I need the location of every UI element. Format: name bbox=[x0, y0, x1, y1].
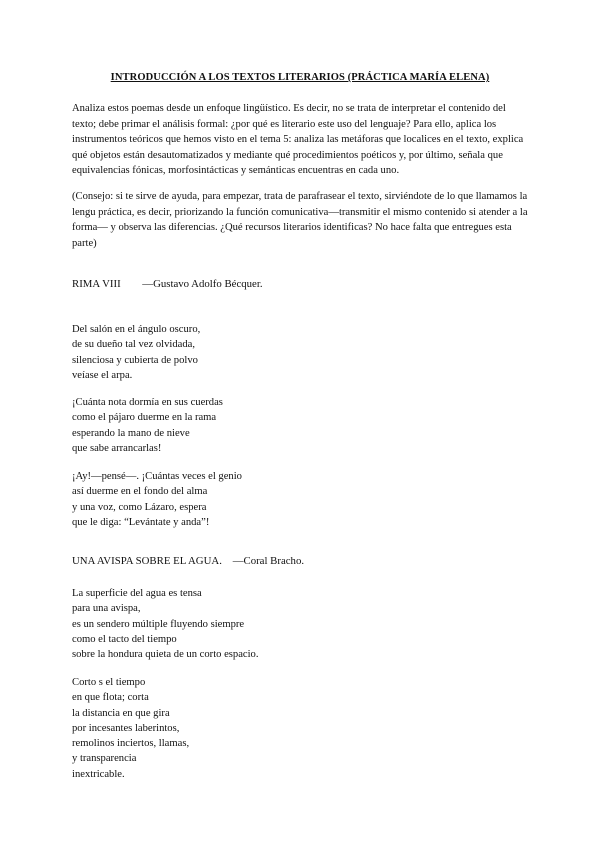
verse-line: para una avispa, bbox=[72, 603, 141, 615]
verse-line: en que flota; corta bbox=[72, 692, 149, 704]
poem-heading-rima-viii: RIMA VIII —Gustavo Adolfo Bécquer. bbox=[72, 278, 263, 290]
verse-line: Del salón en el ángulo oscuro, bbox=[72, 324, 201, 335]
page-title: INTRODUCCIÓN A LOS TEXTOS LITERARIOS (PRÁCTICA MARÍA ELENA) bbox=[110, 72, 490, 83]
verse-line: así duerme en el fondo del alma bbox=[72, 486, 208, 498]
poem-heading-avispa: UNA AVISPA SOBRE EL AGUA. —Coral Bracho. bbox=[72, 555, 305, 567]
verse-line: la distancia en que gira bbox=[72, 707, 170, 719]
poem1-stanza-3 bbox=[72, 469, 242, 530]
verse-line: ¡Ay!—pensé—. ¡Cuántas veces el genio bbox=[72, 471, 242, 482]
poem1-stanza-2 bbox=[72, 395, 223, 456]
poem2-stanza-2 bbox=[72, 675, 189, 782]
verse-line: que le diga: “Levántate y anda”! bbox=[72, 516, 210, 528]
verse-line: como el tacto del tiempo bbox=[72, 633, 177, 645]
verse-line: ¡Cuánta nota dormía en sus cuerdas bbox=[72, 397, 223, 408]
verse-line: como el pájaro duerme en la rama bbox=[72, 412, 217, 424]
verse-line: es un sendero múltiple fluyendo siempre bbox=[72, 618, 245, 630]
advice-paragraph: (Consejo: si te sirve de ayuda, para empezar, trata de parafrasear el texto, sirviéndote de lo que llamamos la lengu práctica, es decir, priorizando la función comunicativa—transmitir el mismo contenido si atender a la forma— y observa las diferencias. ¿Qué recursos literarios identificas? No hace falta que entregues esta parte) bbox=[72, 191, 528, 249]
verse-line: y transparencia bbox=[72, 753, 137, 765]
verse-line: silenciosa y cubierta de polvo bbox=[72, 354, 198, 366]
verse-line: sobre la hondura quieta de un corto espacio. bbox=[72, 649, 259, 661]
verse-line: inextricable. bbox=[72, 768, 125, 780]
verse-line: y una voz, como Lázaro, espera bbox=[72, 501, 207, 513]
verse-line: que sabe arrancarlas! bbox=[72, 442, 162, 454]
verse-line: veíase el arpa. bbox=[72, 369, 133, 381]
verse-line: Corto s el tiempo bbox=[72, 677, 146, 688]
verse-line: La superficie del agua es tensa bbox=[72, 588, 202, 599]
poem1-stanza-1 bbox=[72, 322, 200, 383]
verse-line: de su dueño tal vez olvidada, bbox=[72, 339, 195, 351]
verse-line: remolinos inciertos, llamas, bbox=[72, 738, 190, 750]
verse-line: por incesantes laberintos, bbox=[72, 722, 180, 734]
verse-line: esperando la mano de nieve bbox=[72, 427, 190, 439]
poem2-stanza-1 bbox=[72, 586, 259, 662]
instructions-paragraph: Analiza estos poemas desde un enfoque lingüístico. Es decir, no se trata de interpretar el contenido del texto; debe primar el análisis formal: ¿por qué es literario este uso del lenguaje? Para ello, aplica los instrumentos teóricos que hemos visto en el tema 5: analiza las metáforas que localices en el texto, explica qué objetos están desautomatizados y mediante qué procedimientos poéticos y, por último, señala que equivalencias fónicas, morfosintácticas y semánticas encuentras en cada uno. bbox=[72, 103, 524, 177]
